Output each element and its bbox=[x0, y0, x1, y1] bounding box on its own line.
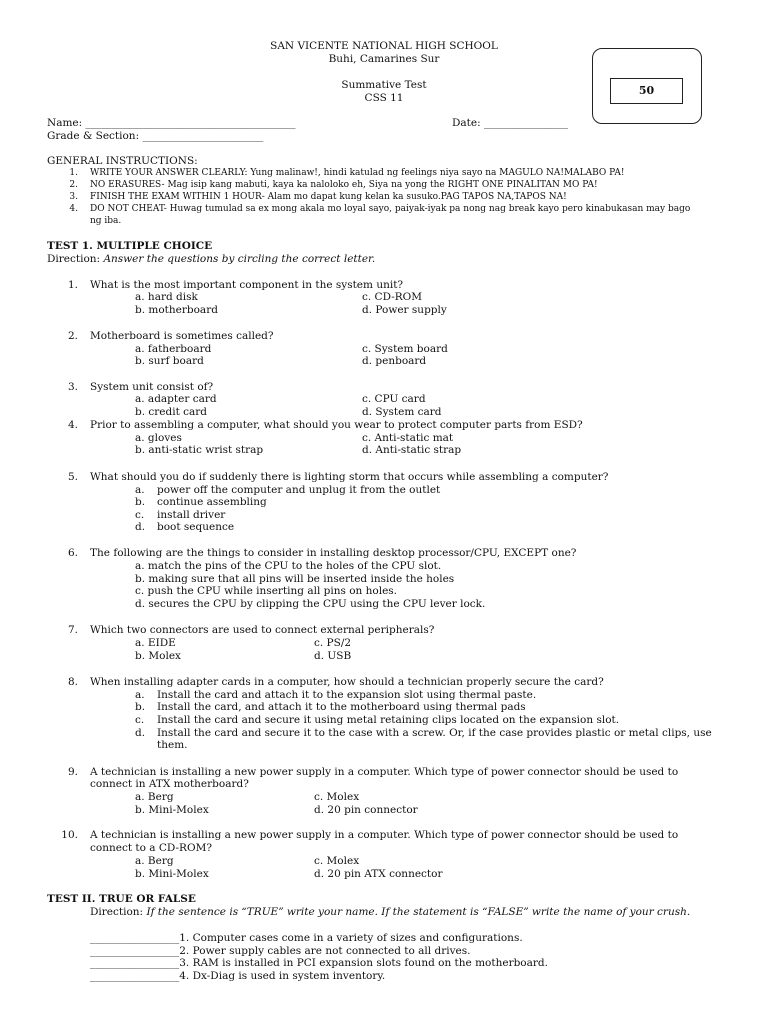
choice-text: Install the card and secure it to the case with a screw. Or, if the case provides plastic or metal clips, use bbox=[157, 727, 712, 739]
question-number: 10. bbox=[61, 829, 78, 841]
instruction-number: 3. bbox=[69, 192, 78, 202]
choice-c: c. System board bbox=[362, 343, 448, 355]
direction-text: If the sentence is “TRUE” write your name. If the statement is “FALSE” write the name of your crush. bbox=[146, 906, 691, 918]
choice-b: b. credit card bbox=[135, 406, 208, 418]
instruction-text: DO NOT CHEAT- Huwag tumulad sa ex mong akala mo loyal sayo, paiyak-iyak pa nong nag break kayo pero kinabukasan may bago bbox=[90, 204, 691, 214]
subject: CSS 11 bbox=[364, 92, 404, 104]
choice-text: Install the card and secure it using metal retaining clips located on the expansion slot. bbox=[157, 714, 620, 726]
general-instructions-title: GENERAL INSTRUCTIONS: bbox=[47, 155, 198, 167]
choice-text: continue assembling bbox=[157, 496, 267, 508]
choice-letter: d. bbox=[135, 727, 146, 739]
choice-c: c. Anti-static mat bbox=[362, 432, 454, 444]
choice-d: d. 20 pin ATX connector bbox=[314, 868, 443, 880]
question-text: Which two connectors are used to connect external peripherals? bbox=[90, 624, 435, 636]
choice-b: b. Molex bbox=[135, 650, 181, 662]
instruction-number: 2. bbox=[69, 180, 78, 190]
choice-d: d. Power supply bbox=[362, 304, 447, 316]
instruction-number: 4. bbox=[69, 204, 78, 214]
choice-b: b. motherboard bbox=[135, 304, 218, 316]
choice-line: c. push the CPU while inserting all pins on holes. bbox=[135, 585, 398, 597]
question-number: 3. bbox=[67, 381, 78, 393]
choice-line: a. match the pins of the CPU to the holes of the CPU slot. bbox=[135, 560, 442, 572]
choice-letter: d. bbox=[135, 521, 146, 533]
choice-letter: b. bbox=[135, 496, 146, 508]
choice-text: boot sequence bbox=[157, 521, 235, 533]
choice-letter: a. bbox=[135, 484, 145, 496]
choice-text: power off the computer and unplug it from the outlet bbox=[157, 484, 441, 496]
school-location: Buhi, Camarines Sur bbox=[328, 53, 440, 65]
question-text-continued: connect to a CD-ROM? bbox=[90, 842, 212, 854]
choice-a: a. EIDE bbox=[135, 637, 176, 649]
true-false-item: _________________4. Dx-Diag is used in system inventory. bbox=[90, 970, 386, 982]
question-text: Prior to assembling a computer, what should you wear to protect computer parts from ESD? bbox=[90, 419, 583, 431]
choice-a: a. gloves bbox=[135, 432, 182, 444]
question-number: 4. bbox=[67, 419, 78, 431]
choice-c: c. CD-ROM bbox=[362, 291, 423, 303]
choice-d: d. 20 pin connector bbox=[314, 804, 418, 816]
choice-letter: c. bbox=[135, 714, 145, 726]
choice-c: c. Molex bbox=[314, 791, 360, 803]
direction-text: Answer the questions by circling the correct letter. bbox=[103, 253, 376, 265]
choice-text: Install the card and attach it to the expansion slot using thermal paste. bbox=[157, 689, 537, 701]
choice-text: install driver bbox=[157, 509, 226, 521]
question-text-continued: connect in ATX motherboard? bbox=[90, 778, 249, 790]
score-box: 50 bbox=[610, 78, 683, 104]
question-number: 9. bbox=[67, 766, 78, 778]
choice-a: a. adapter card bbox=[135, 393, 217, 405]
question-text: A technician is installing a new power supply in a computer. Which type of power connector should be used to bbox=[90, 829, 679, 841]
question-text: When installing adapter cards in a computer, how should a technician properly secure the card? bbox=[90, 676, 604, 688]
choice-a: a. Berg bbox=[135, 855, 174, 867]
choice-c: c. PS/2 bbox=[314, 637, 352, 649]
choice-letter: a. bbox=[135, 689, 145, 701]
choice-letter: c. bbox=[135, 509, 145, 521]
question-number: 6. bbox=[67, 547, 78, 559]
question-number: 2. bbox=[67, 330, 78, 342]
instruction-text: WRITE YOUR ANSWER CLEARLY: Yung malinaw!, hindi katulad ng feelings niya sayo na MAGULO NA!MALABO PA! bbox=[90, 168, 625, 178]
choice-d: d. System card bbox=[362, 406, 442, 418]
true-false-item: _________________3. RAM is installed in PCI expansion slots found on the motherboard. bbox=[90, 957, 548, 969]
choice-text: Install the card, and attach it to the motherboard using thermal pads bbox=[157, 701, 526, 713]
test-name: Summative Test bbox=[341, 79, 427, 91]
question-text: A technician is installing a new power supply in a computer. Which type of power connector should be used to bbox=[90, 766, 679, 778]
question-number: 1. bbox=[67, 279, 78, 291]
instruction-number: 1. bbox=[69, 168, 78, 178]
question-text: System unit consist of? bbox=[90, 381, 214, 393]
test1-direction bbox=[47, 253, 375, 265]
question-number: 8. bbox=[67, 676, 78, 688]
question-text: What is the most important component in the system unit? bbox=[90, 279, 404, 291]
choice-d: d. USB bbox=[314, 650, 352, 662]
question-text: The following are the things to consider in installing desktop processor/CPU, EXCEPT one? bbox=[90, 547, 577, 559]
choice-a: a. fatherboard bbox=[135, 343, 212, 355]
instruction-text-continued: ng iba. bbox=[90, 216, 122, 226]
school-name: SAN VICENTE NATIONAL HIGH SCHOOL bbox=[270, 40, 498, 52]
instruction-text: FINISH THE EXAM WITHIN 1 HOUR- Alam mo dapat kung kelan ka susuko.PAG TAPOS NA,TAPOS NA! bbox=[90, 192, 567, 202]
choice-b: b. surf board bbox=[135, 355, 204, 367]
choice-a: a. hard disk bbox=[135, 291, 198, 303]
choice-line: b. making sure that all pins will be inserted inside the holes bbox=[135, 573, 455, 585]
choice-b: b. anti-static wrist strap bbox=[135, 444, 264, 456]
name-field: Name: ________________________________________ bbox=[47, 117, 296, 129]
test2-direction bbox=[90, 906, 690, 918]
direction-label: Direction: bbox=[90, 906, 144, 918]
question-number: 5. bbox=[67, 471, 78, 483]
choice-b: b. Mini-Molex bbox=[135, 804, 209, 816]
choice-letter: b. bbox=[135, 701, 146, 713]
true-false-item: _________________2. Power supply cables are not connected to all drives. bbox=[90, 945, 471, 957]
choice-c: c. Molex bbox=[314, 855, 360, 867]
choice-d: d. Anti-static strap bbox=[362, 444, 462, 456]
choice-line: d. secures the CPU by clipping the CPU using the CPU lever lock. bbox=[135, 598, 486, 610]
question-text: What should you do if suddenly there is lighting storm that occurs while assembling a computer? bbox=[90, 471, 609, 483]
true-false-item: _________________1. Computer cases come in a variety of sizes and configurations. bbox=[90, 932, 523, 944]
choice-d: d. penboard bbox=[362, 355, 427, 367]
choice-b: b. Mini-Molex bbox=[135, 868, 209, 880]
grade-section-field: Grade & Section: _______________________ bbox=[47, 130, 264, 142]
test2-title: TEST II. TRUE OR FALSE bbox=[47, 893, 196, 905]
choice-c: c. CPU card bbox=[362, 393, 426, 405]
direction-label: Direction: bbox=[47, 253, 101, 265]
instruction-text: NO ERASURES- Mag isip kang mabuti, kaya ka naloloko eh, Siya na yong the RIGHT ONE PINALITAN MO PA! bbox=[90, 180, 598, 190]
date-field: Date: ________________ bbox=[452, 117, 568, 129]
question-number: 7. bbox=[67, 624, 78, 636]
choice-a: a. Berg bbox=[135, 791, 174, 803]
test1-title: TEST 1. MULTIPLE CHOICE bbox=[47, 240, 213, 252]
choice-text-continued: them. bbox=[157, 739, 188, 751]
question-text: Motherboard is sometimes called? bbox=[90, 330, 274, 342]
